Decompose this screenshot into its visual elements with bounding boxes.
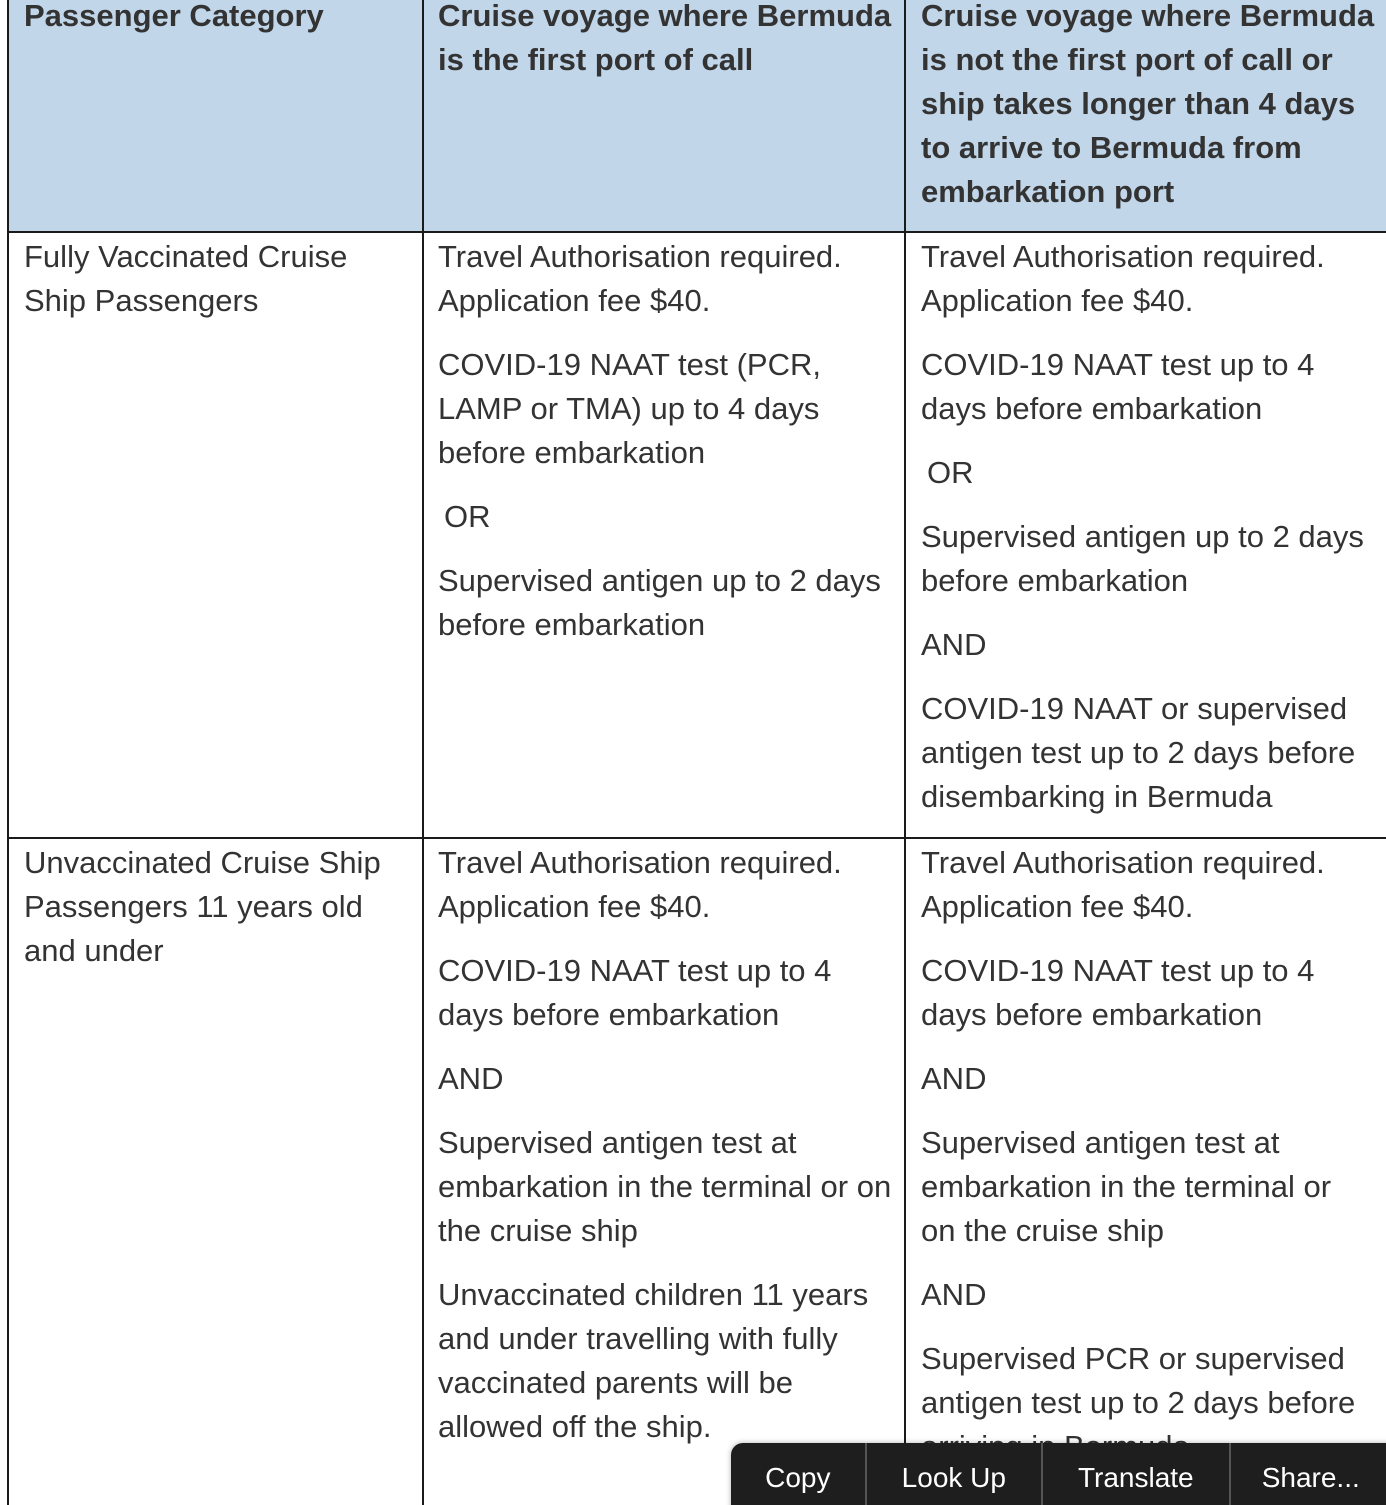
row2-first-port-line: Supervised antigen test at embarkation in the terminal or on the cruise ship bbox=[438, 1125, 892, 1248]
row1-not-first-port-line: COVID-19 NAAT or supervised antigen test up to 2 days before disembarking in Bermuda bbox=[921, 691, 1356, 814]
row1-not-first-port-line: Supervised antigen up to 2 days before embarkation bbox=[921, 519, 1364, 598]
header-first-port: Cruise voyage where Bermuda is the first port of call bbox=[438, 0, 892, 77]
header-not-first-port: Cruise voyage where Bermuda is not the first port of call or ship takes longer than 4 days to arrive to Bermuda from embarkation port bbox=[921, 0, 1375, 209]
look-up-menu-item[interactable]: Look Up bbox=[867, 1443, 1043, 1505]
header-passenger-category: Passenger Category bbox=[24, 0, 324, 33]
row2-not-first-port-line: COVID-19 NAAT test up to 4 days before embarkation bbox=[921, 953, 1315, 1032]
row2-first-port-line: AND bbox=[438, 1061, 504, 1096]
row2-first-port-cell bbox=[438, 841, 893, 1469]
row2-first-port-line: Travel Authorisation required. Application fee $40. bbox=[438, 845, 842, 924]
table-border-col2 bbox=[904, 0, 906, 1505]
row1-not-first-port-line: OR bbox=[927, 455, 974, 490]
row1-not-first-port-cell bbox=[921, 235, 1371, 839]
row2-not-first-port-line: Travel Authorisation required. Application fee $40. bbox=[921, 845, 1325, 924]
row1-first-port-line: Supervised antigen up to 2 days before embarkation bbox=[438, 563, 881, 642]
row2-category: Unvaccinated Cruise Ship Passengers 11 years old and under bbox=[24, 845, 381, 968]
row1-first-port-line: Travel Authorisation required. Application fee $40. bbox=[438, 239, 842, 318]
copy-menu-item[interactable]: Copy bbox=[731, 1443, 867, 1505]
row2-not-first-port-line: AND bbox=[921, 1061, 987, 1096]
row1-first-port-line: OR bbox=[444, 499, 491, 534]
row1-not-first-port-line: AND bbox=[921, 627, 987, 662]
row2-not-first-port-line: Supervised PCR or supervised antigen test up to 2 days before bbox=[921, 1341, 1356, 1420]
row1-category: Fully Vaccinated Cruise Ship Passengers bbox=[24, 239, 348, 318]
row2-first-port-line: COVID-19 NAAT test up to 4 days before embarkation bbox=[438, 953, 832, 1032]
row2-not-first-port-line: Supervised antigen test at embarkation in the terminal or on the cruise ship bbox=[921, 1125, 1332, 1248]
translate-menu-item[interactable]: Translate bbox=[1043, 1443, 1230, 1505]
share-menu-item[interactable]: Share... bbox=[1261, 1462, 1360, 1493]
row2-not-first-port-line: AND bbox=[921, 1277, 987, 1312]
row1-not-first-port-line: Travel Authorisation required. Application fee $40. bbox=[921, 239, 1325, 318]
row1-not-first-port-line: COVID-19 NAAT test up to 4 days before embarkation bbox=[921, 347, 1315, 426]
table-border-col1 bbox=[422, 0, 424, 1505]
row2-not-first-port-cell bbox=[921, 841, 1371, 1489]
table-border-header bbox=[8, 231, 1386, 233]
row1-first-port-line: COVID-19 NAAT test (PCR, LAMP or TMA) up to 4 days before embarkation bbox=[438, 347, 821, 470]
table-border-left bbox=[7, 0, 9, 1505]
row2-first-port-line: Unvaccinated children 11 years and under travelling with fully vaccinated parents will be allowed off the ship. bbox=[438, 1277, 869, 1444]
row1-first-port-cell bbox=[438, 235, 893, 667]
text-selection-menu bbox=[731, 1443, 1386, 1505]
